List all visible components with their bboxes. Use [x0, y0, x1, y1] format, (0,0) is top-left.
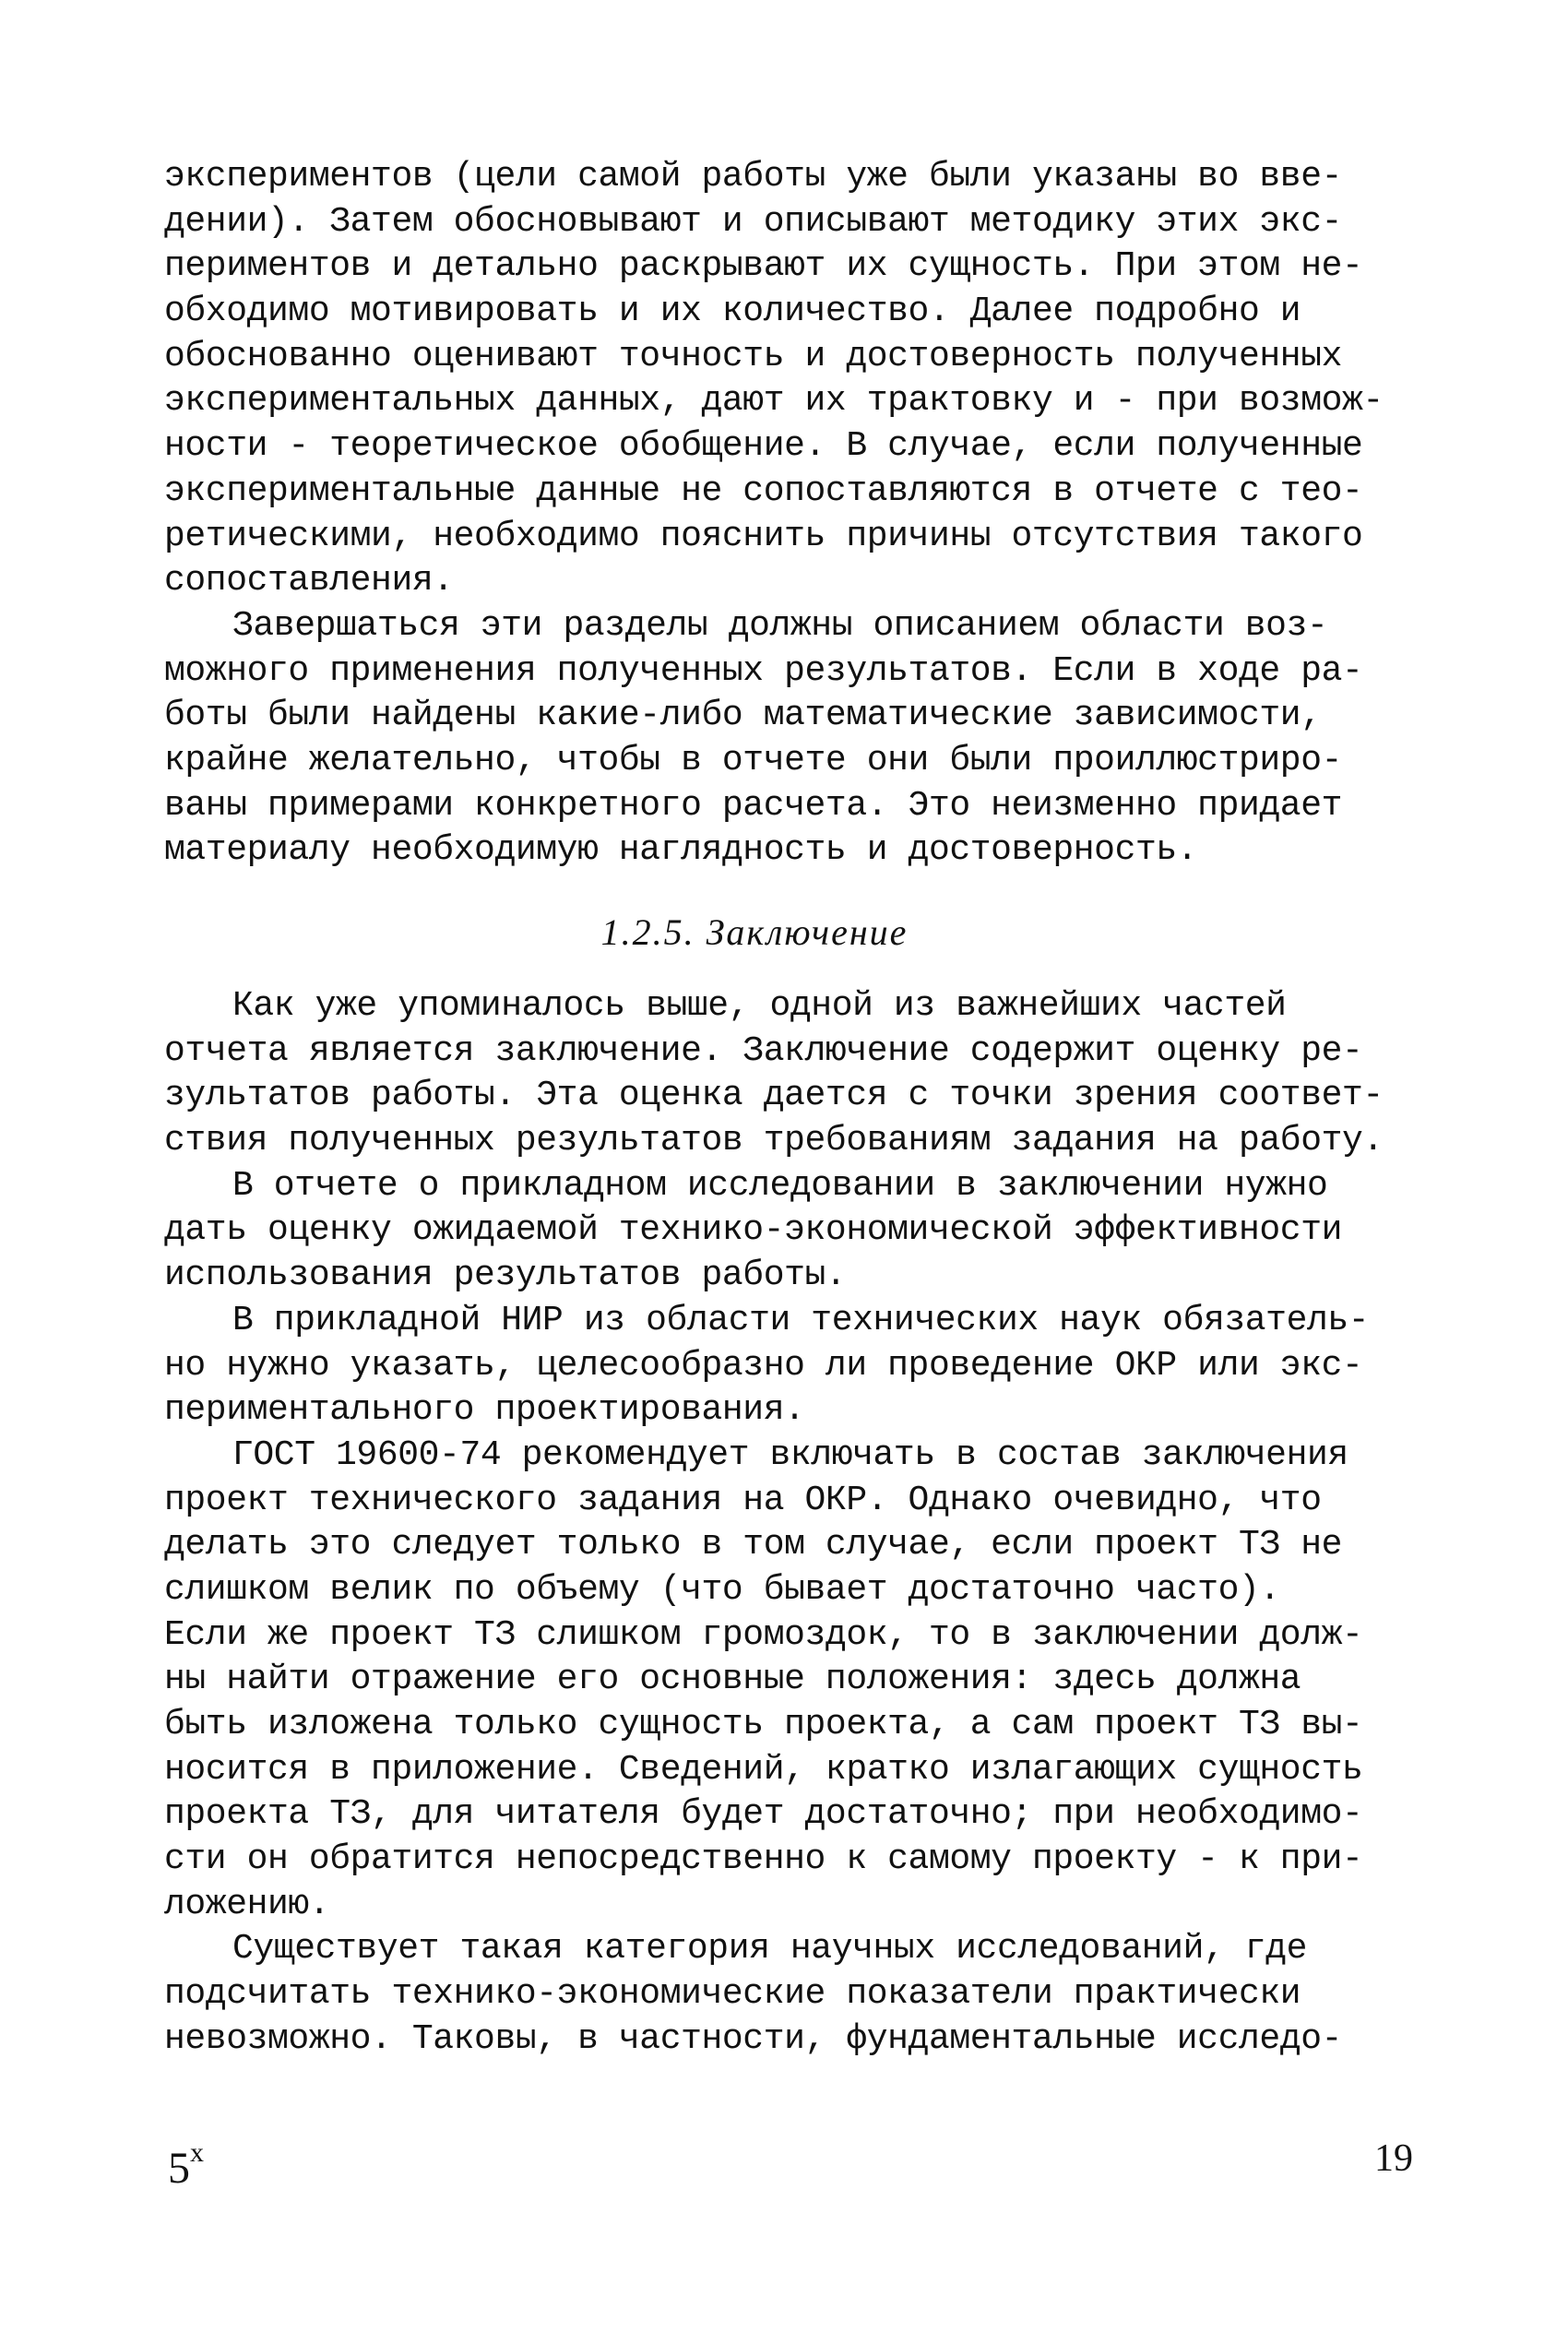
- text-line: сти он обратится непосредственно к самому проекту - к при-: [164, 1839, 1363, 1880]
- paragraph: [164, 604, 1455, 874]
- text-line: Существует такая категория научных исследований, где: [232, 1929, 1307, 1969]
- text-line: ствия полученных результатов требованиям задания на работу.: [164, 1121, 1384, 1161]
- text-line: ны найти отражение его основные положения: здесь должна: [164, 1660, 1301, 1700]
- text-section-before: [164, 155, 1455, 874]
- text-line: ваны примерами конкретного расчета. Это неизменно придает: [164, 785, 1343, 826]
- signature-superscript: x: [190, 2137, 204, 2168]
- text-line: Завершаться эти разделы должны описанием области воз-: [232, 605, 1328, 646]
- text-line: сопоставления.: [164, 561, 454, 601]
- text-line: обходимо мотивировать и их количество. Далее подробно и: [164, 292, 1301, 332]
- signature-mark: [168, 2131, 204, 2196]
- text-line: но нужно указать, целесообразно ли проведение ОКР или экс-: [164, 1345, 1363, 1386]
- text-line: носится в приложение. Сведений, кратко излагающих сущность: [164, 1749, 1363, 1790]
- text-line: отчета является заключение. Заключение содержит оценку ре-: [164, 1030, 1363, 1071]
- text-line: дении). Затем обосновывают и описывают методику этих экс-: [164, 201, 1343, 242]
- text-line: боты были найдены какие-либо математические зависимости,: [164, 696, 1322, 736]
- text-line: периментов и детально раскрывают их сущность. При этом не-: [164, 246, 1363, 287]
- paragraph: [164, 1164, 1455, 1299]
- text-line: быть изложена только сущность проекта, а сам проект ТЗ вы-: [164, 1705, 1363, 1744]
- text-line: Если же проект ТЗ слишком громоздок, то в заключении долж-: [164, 1614, 1363, 1655]
- text-line: проект технического задания на ОКР. Однако очевидно, что: [164, 1480, 1322, 1520]
- text-line: В прикладной НИР из области технических наук обязатель-: [232, 1300, 1370, 1340]
- text-line: экспериментов (цели самой работы уже были указаны во вве-: [164, 157, 1343, 196]
- text-line: использования результатов работы.: [164, 1255, 847, 1296]
- text-line: ложению.: [164, 1884, 330, 1924]
- text-line: невозможно. Таковы, в частности, фундаментальные исследо-: [164, 2018, 1343, 2059]
- text-line: можного применения полученных результатов. Если в ходе ра-: [164, 650, 1363, 691]
- text-line: делать это следует только в том случае, если проект ТЗ не: [164, 1525, 1343, 1565]
- page-body: [164, 155, 1455, 2063]
- text-line: зультатов работы. Эта оценка дается с точки зрения соответ-: [164, 1076, 1384, 1116]
- paragraph: [164, 1299, 1455, 1434]
- section-heading: 1.2.5. Заключение: [600, 911, 909, 953]
- paragraph: [164, 155, 1455, 604]
- text-line: проекта ТЗ, для читателя будет достаточно; при необходимо-: [164, 1794, 1363, 1835]
- paragraph: [164, 1927, 1455, 2062]
- text-line: крайне желательно, чтобы в отчете они были проиллюстриро-: [164, 740, 1343, 780]
- text-line: В отчете о прикладном исследовании в заключении нужно: [232, 1165, 1328, 1206]
- text-line: Как уже упоминалось выше, одной из важнейших частей: [232, 986, 1287, 1026]
- text-section-after: [164, 984, 1455, 2063]
- text-line: ГОСТ 19600-74 рекомендует включать в состав заключения: [232, 1434, 1348, 1475]
- text-line: ретическими, необходимо пояснить причины отсутствия такого: [164, 516, 1363, 556]
- signature-number: 5: [168, 2144, 190, 2193]
- text-line: ности - теоретическое обобщение. В случае, если полученные: [164, 426, 1363, 467]
- text-line: экспериментальные данные не сопоставляются в отчете с тео-: [164, 470, 1363, 511]
- paragraph: [164, 1434, 1455, 1928]
- text-line: подсчитать технико-экономические показатели практически: [164, 1974, 1301, 2015]
- text-line: периментального проектирования.: [164, 1390, 805, 1431]
- text-line: дать оценку ожидаемой технико-экономической эффективности: [164, 1210, 1343, 1251]
- text-line: экспериментальных данных, дают их трактовку и - при возмож-: [164, 381, 1384, 422]
- page-number: 19: [1374, 2137, 1413, 2180]
- text-line: материалу необходимую наглядность и достоверность.: [164, 830, 1198, 871]
- paragraph: [164, 984, 1455, 1164]
- text-line: обоснованно оценивают точность и достоверность полученных: [164, 336, 1343, 376]
- text-line: слишком велик по объему (что бывает достаточно часто).: [164, 1569, 1280, 1610]
